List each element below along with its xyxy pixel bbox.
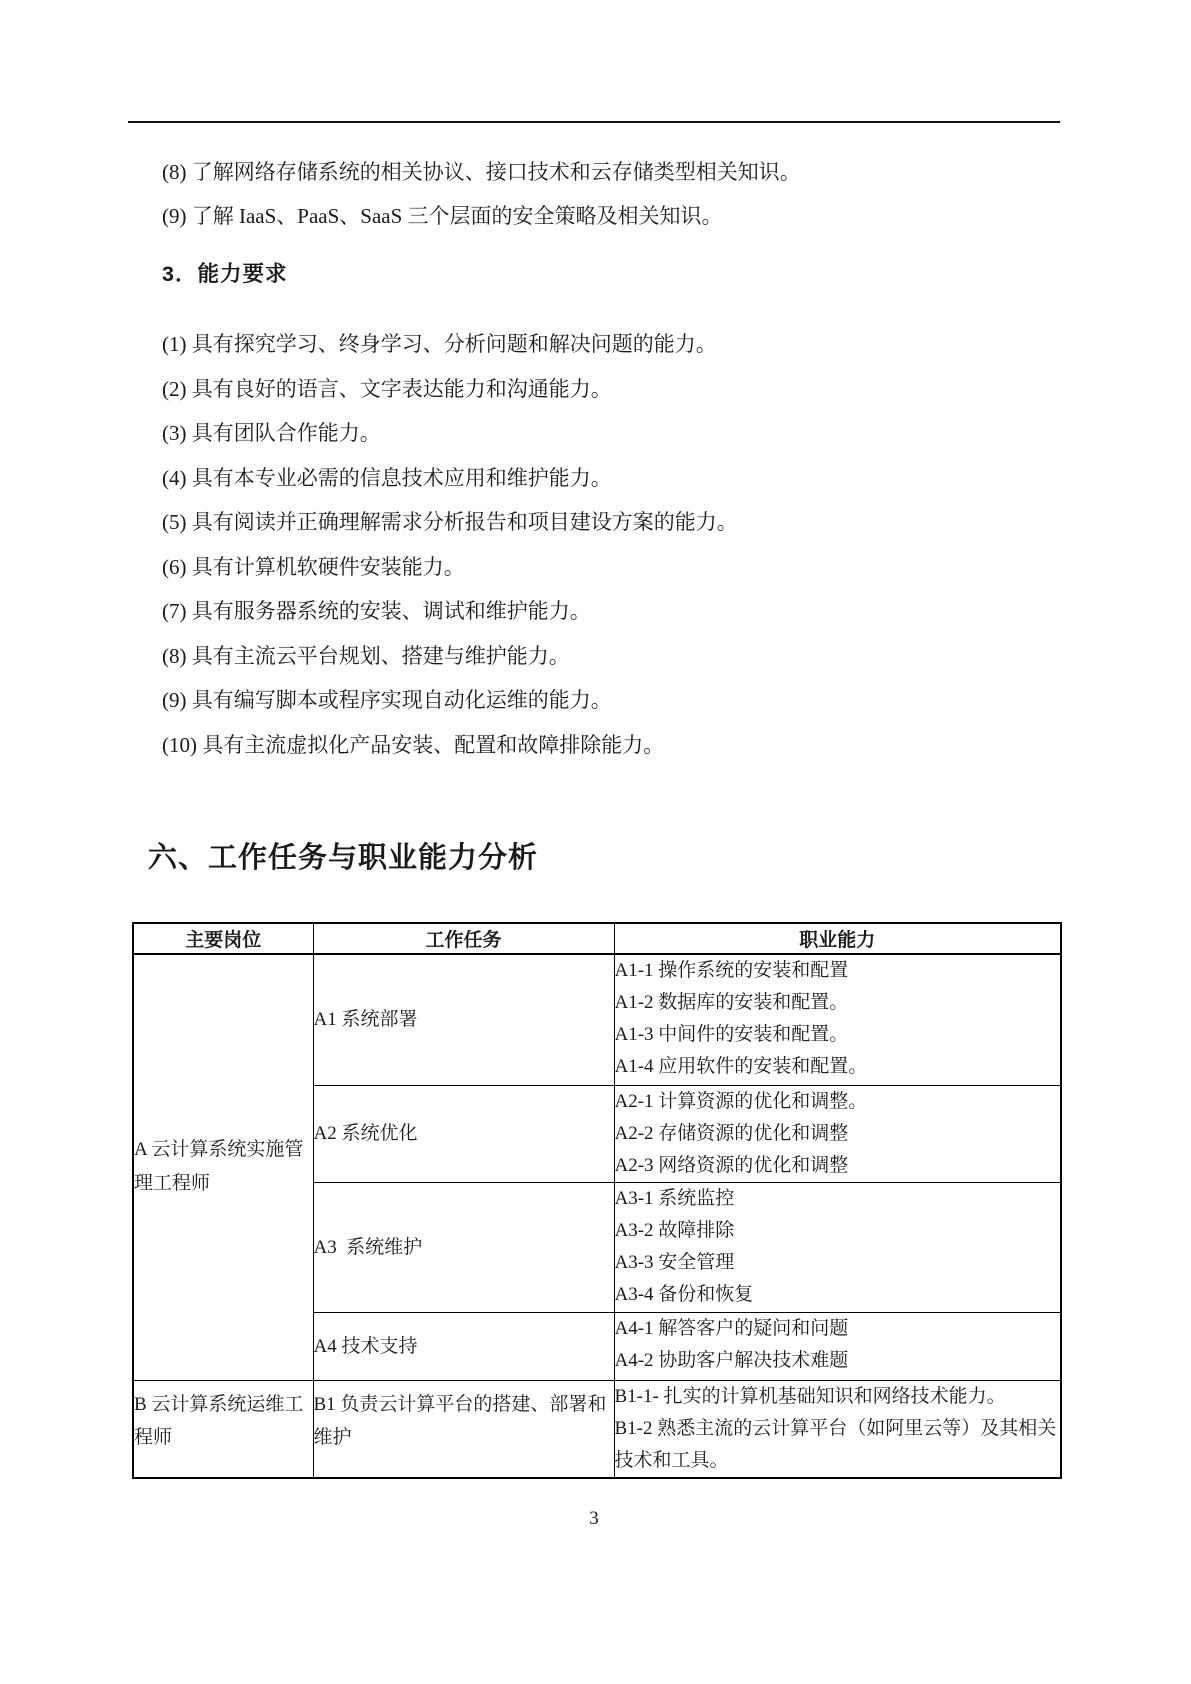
ability-line: A1-2 数据库的安装和配置。 (614, 992, 849, 1013)
ability-line: A1-4 应用软件的安装和配置。 (614, 1056, 868, 1077)
table-row-a1 (133, 954, 1061, 1085)
ability-cell-a3 (614, 1182, 1061, 1312)
ability-item-5: (5) 具有阅读并正确理解需求分析报告和项目建设方案的能力。 (162, 510, 738, 534)
page-number: 3 (589, 1507, 599, 1529)
ability-item-4: (4) 具有本专业必需的信息技术应用和维护能力。 (162, 465, 612, 490)
ability-item-6: (6) 具有计算机软硬件安装能力。 (162, 554, 465, 579)
ability-item-1: (1) 具有探究学习、终身学习、分析问题和解决问题的能力。 (162, 332, 717, 356)
ability-item-3: (3) 具有团队合作能力。 (162, 421, 381, 445)
task-cell-a2: A2 系统优化 (313, 1085, 614, 1182)
ability-line: A2-3 网络资源的优化和调整 (614, 1154, 849, 1176)
ability-line: A3-2 故障排除 (614, 1219, 735, 1241)
column-header-position: 主要岗位 (133, 923, 313, 954)
ability-line: B1-1- 扎实的计算机基础知识和网络技术能力。 (614, 1385, 1006, 1407)
ability-requirements-list (128, 322, 1060, 767)
column-header-task: 工作任务 (313, 923, 614, 954)
ability-cell-a1 (614, 954, 1061, 1085)
ability-line: A4-2 协助客户解决技术难题 (614, 1349, 849, 1371)
header-rule (128, 121, 1060, 123)
ability-line: A3-4 备份和恢复 (614, 1283, 754, 1305)
ability-line: A3-3 安全管理 (614, 1251, 735, 1273)
ability-line: A2-2 存储资源的优化和调整 (614, 1122, 849, 1144)
ability-line: A4-1 解答客户的疑问和问题 (614, 1317, 849, 1339)
task-cell-a3: A3 系统维护 (313, 1182, 614, 1312)
section-heading-ability-requirements: 3．能力要求 (162, 262, 288, 286)
ability-item-7: (7) 具有服务器系统的安装、调试和维护能力。 (162, 599, 591, 623)
ability-line: A2-1 计算资源的优化和调整。 (614, 1090, 868, 1112)
task-cell-a1: A1 系统部署 (313, 954, 614, 1085)
ability-line: A1-1 操作系统的安装和配置 (614, 960, 849, 981)
ability-line: B1-2 熟悉主流的云计算平台（如阿里云等）及其相关技术和工具。 (614, 1417, 1057, 1471)
ability-item-8: (8) 具有主流云平台规划、搭建与维护能力。 (162, 643, 570, 668)
chapter-heading-task-ability-analysis: 六、工作任务与职业能力分析 (148, 842, 539, 874)
ability-cell-a2 (614, 1085, 1061, 1182)
position-cell-a: A 云计算系统实施管理工程师 (133, 954, 313, 1380)
task-cell-a4: A4 技术支持 (313, 1312, 614, 1380)
column-header-ability: 职业能力 (614, 923, 1061, 954)
task-ability-table (132, 922, 1062, 1479)
table-row-b1 (133, 1380, 1061, 1478)
task-cell-b1: B1 负责云计算平台的搭建、部署和维护 (313, 1380, 614, 1478)
ability-line: A3-1 系统监控 (614, 1187, 735, 1209)
knowledge-item-8: (8) 了解网络存储系统的相关协议、接口技术和云存储类型相关知识。 (162, 160, 801, 184)
ability-cell-a4 (614, 1312, 1061, 1380)
ability-item-9: (9) 具有编写脚本或程序实现自动化运维的能力。 (162, 688, 612, 712)
ability-line: A1-3 中间件的安装和配置。 (614, 1024, 849, 1045)
ability-item-2: (2) 具有良好的语言、文字表达能力和沟通能力。 (162, 376, 612, 401)
position-cell-b: B 云计算系统运维工程师 (133, 1380, 313, 1478)
knowledge-item-9: (9) 了解 IaaS、PaaS、SaaS 三个层面的安全策略及相关知识。 (162, 204, 723, 228)
ability-cell-b1 (614, 1380, 1061, 1478)
ability-item-10: (10) 具有主流虚拟化产品安装、配置和故障排除能力。 (162, 732, 665, 757)
table-header-row (133, 923, 1061, 954)
